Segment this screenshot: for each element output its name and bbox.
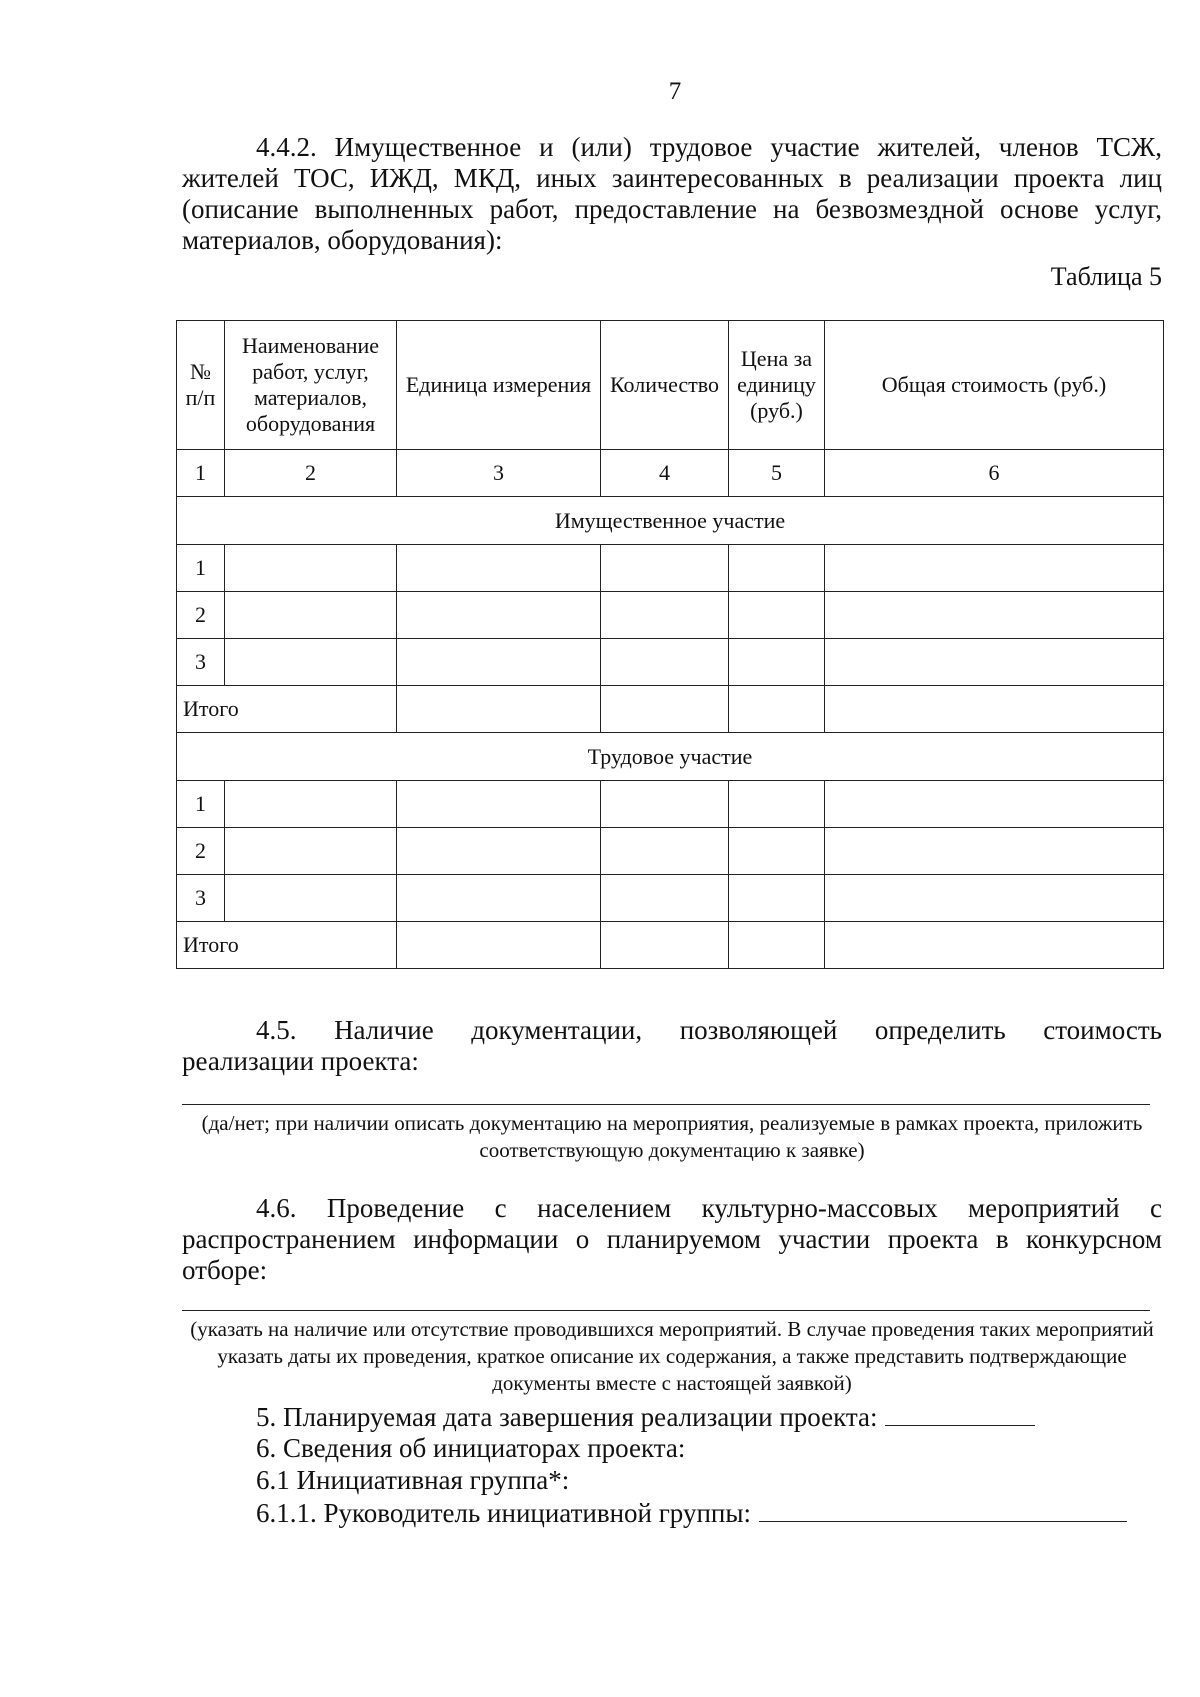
header-unit-price: Цена за единицу (руб.) [729, 321, 825, 450]
header-total-cost: Общая стоимость (руб.) [825, 321, 1164, 450]
page-number: 7 [668, 78, 682, 105]
row-number: 3 [177, 639, 225, 686]
cost-cell[interactable] [825, 686, 1164, 733]
price-cell[interactable] [729, 875, 825, 922]
section-4-6-answer-line[interactable] [182, 1310, 1150, 1311]
name-cell[interactable] [225, 592, 397, 639]
price-cell[interactable] [729, 922, 825, 969]
column-number: 5 [729, 450, 825, 497]
unit-cell[interactable] [397, 592, 601, 639]
total-label: Итого [177, 686, 397, 733]
header-unit: Единица измерения [397, 321, 601, 450]
unit-cell[interactable] [397, 545, 601, 592]
name-cell[interactable] [225, 639, 397, 686]
section-4-6-hint: (указать на наличие или отсутствие проводившихся мероприятий. В случае проведения таких мероприятий указать даты их проведения, краткое описание их содержания, а также представить подтверждающие документы вместе с настоящей заявкой) [190, 1317, 1154, 1395]
price-cell[interactable] [729, 592, 825, 639]
unit-cell[interactable] [397, 639, 601, 686]
column-number: 6 [825, 450, 1164, 497]
item-5 [256, 1401, 1035, 1433]
group-leader-field[interactable] [759, 1497, 1127, 1522]
table-row [177, 639, 1164, 686]
table-header-row [177, 321, 1164, 450]
section-4-5-answer-line[interactable] [182, 1104, 1150, 1105]
quantity-cell[interactable] [601, 639, 729, 686]
section-row-property [177, 497, 1164, 545]
row-number: 2 [177, 592, 225, 639]
item-6-1-1 [256, 1497, 1127, 1529]
completion-date-field[interactable] [885, 1401, 1035, 1426]
item-6: 6. Сведения об инициаторах проекта: [256, 1433, 686, 1463]
name-cell[interactable] [225, 781, 397, 828]
quantity-cell[interactable] [601, 545, 729, 592]
name-cell[interactable] [225, 545, 397, 592]
row-number: 1 [177, 781, 225, 828]
total-row-property [177, 686, 1164, 733]
total-label: Итого [177, 922, 397, 969]
cost-cell[interactable] [825, 592, 1164, 639]
quantity-cell[interactable] [601, 781, 729, 828]
item-6-1-1-label: 6.1.1. Руководитель инициативной группы: [256, 1498, 751, 1528]
section-4-5-text: 4.5. Наличие документации, позволяющей определить стоимость [256, 1015, 1162, 1045]
section-4-6-text: 4.6. Проведение с населением культурно-массовых мероприятий с распространением информации о планируемом участии проекта в конкурсном отборе: [182, 1193, 1162, 1285]
table-row [177, 828, 1164, 875]
quantity-cell[interactable] [601, 592, 729, 639]
cost-cell[interactable] [825, 781, 1164, 828]
section-4-6-paragraph [182, 1193, 1162, 1286]
unit-cell[interactable] [397, 875, 601, 922]
total-row-labor [177, 922, 1164, 969]
header-quantity: Количество [601, 321, 729, 450]
quantity-cell[interactable] [601, 828, 729, 875]
item-6-1: 6.1 Инициативная группа*: [256, 1465, 570, 1495]
cost-cell[interactable] [825, 545, 1164, 592]
cost-cell[interactable] [825, 828, 1164, 875]
price-cell[interactable] [729, 686, 825, 733]
table-title: Таблица 5 [1050, 262, 1162, 291]
table-row [177, 875, 1164, 922]
section-4-5-line-2: реализации проекта: [182, 1046, 419, 1076]
unit-cell[interactable] [397, 781, 601, 828]
contribution-table [176, 320, 1164, 969]
price-cell[interactable] [729, 545, 825, 592]
section-4-4-2-paragraph [182, 132, 1162, 256]
section-row-labor [177, 733, 1164, 781]
section-4-5-line-1 [182, 1015, 1162, 1046]
cost-cell[interactable] [825, 639, 1164, 686]
price-cell[interactable] [729, 781, 825, 828]
column-number: 4 [601, 450, 729, 497]
header-number: № п/п [177, 321, 225, 450]
unit-cell[interactable] [397, 922, 601, 969]
column-numbers-row [177, 450, 1164, 497]
row-number: 1 [177, 545, 225, 592]
column-number: 1 [177, 450, 225, 497]
cost-cell[interactable] [825, 922, 1164, 969]
quantity-cell[interactable] [601, 922, 729, 969]
header-name: Наименование работ, услуг, материалов, оборудования [225, 321, 397, 450]
table-row [177, 592, 1164, 639]
column-number: 3 [397, 450, 601, 497]
section-title-property: Имущественное участие [177, 497, 1164, 545]
table-row [177, 781, 1164, 828]
unit-cell[interactable] [397, 828, 601, 875]
quantity-cell[interactable] [601, 686, 729, 733]
section-title-labor: Трудовое участие [177, 733, 1164, 781]
table-row [177, 545, 1164, 592]
name-cell[interactable] [225, 828, 397, 875]
price-cell[interactable] [729, 828, 825, 875]
row-number: 3 [177, 875, 225, 922]
section-4-4-2-text: 4.4.2. Имущественное и (или) трудовое участие жителей, членов ТСЖ, жителей ТОС, ИЖД, МКД, иных заинтересованных в реализации проекта лиц (описание выполненных работ, предоставление на безвозмездной основе услуг, материалов, оборудования): [182, 132, 1162, 255]
cost-cell[interactable] [825, 875, 1164, 922]
unit-cell[interactable] [397, 686, 601, 733]
name-cell[interactable] [225, 875, 397, 922]
quantity-cell[interactable] [601, 875, 729, 922]
column-number: 2 [225, 450, 397, 497]
section-4-5-hint: (да/нет; при наличии описать документацию на мероприятия, реализуемые в рамках проекта, приложить соответствующую документацию к заявке) [201, 1111, 1143, 1162]
row-number: 2 [177, 828, 225, 875]
price-cell[interactable] [729, 639, 825, 686]
item-5-label: 5. Планируемая дата завершения реализации проекта: [256, 1402, 878, 1432]
